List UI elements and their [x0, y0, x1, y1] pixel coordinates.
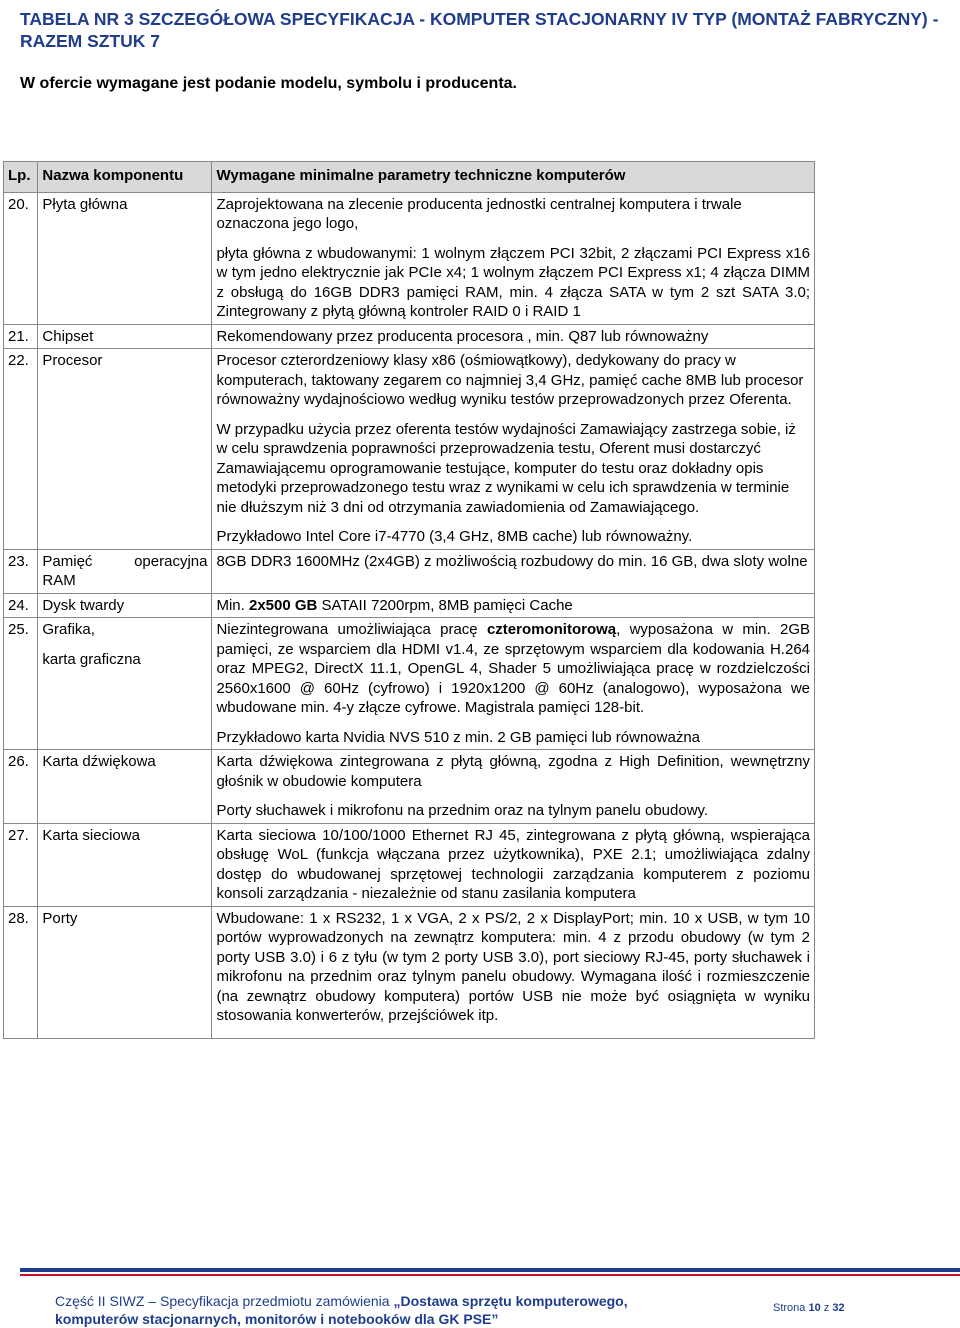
- header-component: Nazwa komponentu: [38, 162, 212, 193]
- row-params: [212, 618, 815, 750]
- param-text: Wbudowane: 1 x RS232, 1 x VGA, 2 x PS/2, 2 x DisplayPort; min. 10 x USB, w tym 10 portów wyprowadzonych na zewnątrz komputera: min. 4 z przodu obudowy (w tym 2 porty USB 3.0) i 6 z tyłu (w tym 2 porty USB 3.0), port sieciowy RJ-45, porty słuchawek i mikrofonu na przednim oraz tylnym panelu obudowy. Wymagana ilość i rozmieszczenie (na zewnątrz obudowy komputera) portów USB nie może być osiągnięta w wyniku stosowania konwerterów, przejściówek itp.: [216, 909, 810, 1024]
- header-params: Wymagane minimalne parametry techniczne komputerów: [212, 162, 815, 193]
- row-component: Porty: [38, 906, 212, 1038]
- row-params: [212, 549, 815, 593]
- param-text: SATAII 7200rpm, 8MB pamięci Cache: [317, 596, 573, 614]
- row-component: Karta sieciowa: [38, 823, 212, 906]
- param-text: Karta sieciowa 10/100/1000 Ethernet RJ 45, zintegrowana z płytą główną, wspierająca obsługę WoL (funkcja włączana przez użytkownika), PXE 2.1; umożliwiająca zdalny dostęp do wbudowanej sprzętowej technologii zarządzania komputerem z poziomu konsoli zarządzania - niezależnie od stanu zasilania komputera: [216, 826, 810, 902]
- spec-table: [3, 161, 815, 1039]
- header-lp: Lp.: [4, 162, 38, 193]
- param-text: Zaprojektowana na zlecenie producenta jednostki centralnej komputera i trwale oznaczona jego logo,: [216, 195, 742, 232]
- page-of: z: [820, 1302, 833, 1314]
- table-row: [4, 349, 815, 550]
- page-number: [773, 1302, 845, 1314]
- table-row: [4, 823, 815, 906]
- row-lp: 22.: [4, 349, 38, 550]
- table-row: [4, 593, 815, 618]
- param-text: Procesor czterordzeniowy klasy x86 (ośmiowątkowy), dedykowany do pracy w komputerach, taktowany zegarem co najmniej 3,4 GHz, pamięć cache 8MB lub procesor równoważny wydajnościowo według wyniku testów przeprowadzonych przez Oferenta.: [216, 352, 804, 408]
- row-lp: 20.: [4, 192, 38, 324]
- param-text: , wyposażona w min. 2GB pamięci, ze wsparciem dla HDMI v1.4, ze sprzętowym wsparciem dla kodowania H.264 oraz MPEG2, DirectX 11.1, OpenGL 4, Shader 5 umożliwiająca pracę w rozdzielczości 2560x1600 @ 60Hz (cyfrowo) i 1920x1200 @ 60Hz (analogowo), wyposażona we wbudowane min. 4-y złącze cyfrowe. Magistrala pamięci 128-bit.: [216, 621, 810, 716]
- page-total: 32: [832, 1302, 845, 1314]
- row-params: [212, 823, 815, 906]
- param-text: Przykładowo Intel Core i7-4770 (3,4 GHz, 8MB cache) lub równoważny.: [216, 528, 693, 545]
- row-lp: 21.: [4, 324, 38, 349]
- row-component: Karta dźwiękowa: [38, 750, 212, 824]
- row-lp: 23.: [4, 549, 38, 593]
- footer-divider-accent: [20, 1274, 960, 1276]
- page-title: TABELA NR 3 SZCZEGÓŁOWA SPECYFIKACJA - KOMPUTER STACJONARNY IV TYP (MONTAŻ FABRYCZNY) - RAZEM SZTUK 7: [20, 9, 939, 51]
- row-component: Chipset: [38, 324, 212, 349]
- footer-line1: Część II SIWZ – Specyfikacja przedmiotu zamówienia: [55, 1293, 394, 1309]
- component-name-part: karta graficzna: [42, 650, 141, 668]
- row-params: [212, 593, 815, 618]
- row-component: Procesor: [38, 349, 212, 550]
- param-text: Rekomendowany przez producenta procesora , min. Q87 lub równoważny: [216, 327, 709, 345]
- row-component: Płyta główna: [38, 192, 212, 324]
- footer-text: [55, 1292, 745, 1328]
- param-text: 8GB DDR3 1600MHz (2x4GB) z możliwością rozbudowy do min. 16 GB, dwa sloty wolne: [216, 552, 808, 570]
- table-row: [4, 750, 815, 824]
- param-text: Porty słuchawek i mikrofonu na przednim oraz na tylnym panelu obudowy.: [216, 802, 709, 819]
- row-lp: 28.: [4, 906, 38, 1038]
- page-current: 10: [808, 1302, 821, 1314]
- table-header-row: [4, 162, 815, 193]
- footer-line2: komputerów stacjonarnych, monitorów i notebooków dla GK PSE”: [55, 1311, 499, 1327]
- footer-line1-bold: „Dostawa sprzętu komputerowego,: [393, 1293, 628, 1309]
- row-lp: 24.: [4, 593, 38, 618]
- row-lp: 26.: [4, 750, 38, 824]
- param-text: W przypadku użycia przez oferenta testów wydajności Zamawiający zastrzega sobie, iż w celu sprawdzenia poprawności przeprowadzenia testu, Oferent musi dostarczyć Zamawiającemu oprogramowanie testujące, komputer do testu oraz dokładny opis metodyki przeprowadzonego testu wraz z wynikami w celu ich sprawdzenia w terminie nie dłuższym niż 3 dni od otrzymania zawiadomienia od Zamawiającego.: [216, 420, 796, 516]
- row-lp: 25.: [4, 618, 38, 750]
- offer-note: W ofercie wymagane jest podanie modelu, symbolu i producenta.: [20, 75, 517, 92]
- param-text: płyta główna z wbudowanymi: 1 wolnym złączem PCI 32bit, 2 złączami PCI Express x16 w tym jedno elektrycznie jak PCIe x4; 1 wolnym złączem PCI Express x1; 4 złącza DIMM z obsługą do 16GB DDR3 pamięci RAM, min. 4 złącza SATA w tym 2 szt SATA 3.0; Zintegrowany z płytą główną kontroler RAID 0 i RAID 1: [216, 244, 810, 320]
- param-text: Niezintegrowana umożliwiająca pracę: [216, 621, 487, 638]
- component-name-part: operacyjna: [134, 552, 208, 570]
- param-text: Min.: [216, 596, 249, 614]
- table-row: [4, 192, 815, 324]
- table-row: [4, 549, 815, 593]
- table-row: [4, 324, 815, 349]
- param-text-bold: czteromonitorową: [486, 621, 617, 638]
- row-component: [38, 618, 212, 750]
- page-label: Strona: [773, 1302, 809, 1314]
- row-component: Dysk twardy: [38, 593, 212, 618]
- row-params: [212, 906, 815, 1038]
- row-params: [212, 324, 815, 349]
- row-lp: 27.: [4, 823, 38, 906]
- table-row: [4, 906, 815, 1038]
- component-name-part: Pamięć: [42, 552, 93, 570]
- param-text: Karta dźwiękowa zintegrowana z płytą główną, zgodna z High Definition, wewnętrzny głośnik w obudowie komputera: [216, 753, 810, 790]
- param-text: Przykładowo karta Nvidia NVS 510 z min. 2 GB pamięci lub równoważna: [216, 728, 701, 746]
- footer-divider: [20, 1268, 960, 1272]
- component-name-part: RAM: [42, 572, 76, 589]
- table-row: [4, 618, 815, 750]
- param-text: [216, 620, 810, 718]
- param-text-bold: 2x500 GB: [248, 596, 318, 614]
- row-component: [38, 549, 212, 593]
- row-params: [212, 192, 815, 324]
- row-params: [212, 349, 815, 550]
- component-name-part: Grafika,: [42, 621, 95, 638]
- row-params: [212, 750, 815, 824]
